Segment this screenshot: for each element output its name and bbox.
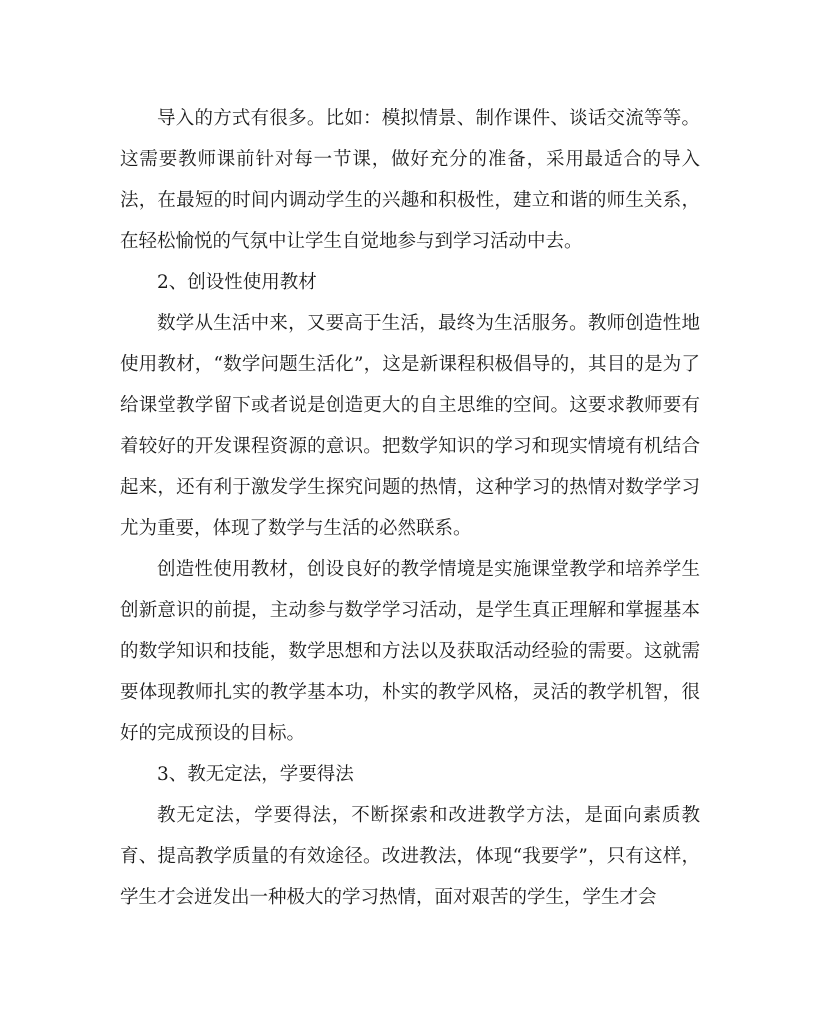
paragraph-math-life: 数学从生活中来，又要高于生活，最终为生活服务。教师创造性地使用教材，“数学问题生活化”，这是新课程积极倡导的，其目的是为了给课堂教学留下或者说是创造更大的自主思维的空间。这要求教师要有着较好的开发课程资源的意识。把数学知识的学习和现实情境有机结合起来，还有利于激发学生探究问题的热情，这种学习的热情对数学学习尤为重要，体现了数学与生活的必然联系。: [120, 313, 700, 539]
paragraph-intro-methods: 导入的方式有很多。比如：模拟情景、制作课件、谈话交流等等。这需要教师课前针对每一节课，做好充分的准备，采用最适合的导入法，在最短的时间内调动学生的兴趣和积极性，建立和谐的师生关系，在轻松愉悦的气氛中让学生自觉地参与到学习活动中去。: [120, 108, 700, 252]
section-heading-2: 2、创设性使用教材: [157, 272, 317, 293]
document-body: [120, 98, 700, 918]
paragraph-teaching-method: 教无定法，学要得法，不断探索和改进教学方法，是面向素质教育、提高教学质量的有效途径。改进教法，体现“我要学”，只有这样，学生才会迸发出一种极大的学习热情，面对艰苦的学生，学生才会: [120, 805, 700, 908]
paragraph-creative-use: 创造性使用教材，创设良好的教学情境是实施课堂教学和培养学生创新意识的前提，主动参与数学学习活动，是学生真正理解和掌握基本的数学知识和技能，数学思想和方法以及获取活动经验的需要。这就需要体现教师扎实的教学基本功，朴实的教学风格，灵活的教学机智，很好的完成预设的目标。: [120, 559, 700, 744]
section-heading-3: 3、教无定法，学要得法: [157, 764, 354, 785]
